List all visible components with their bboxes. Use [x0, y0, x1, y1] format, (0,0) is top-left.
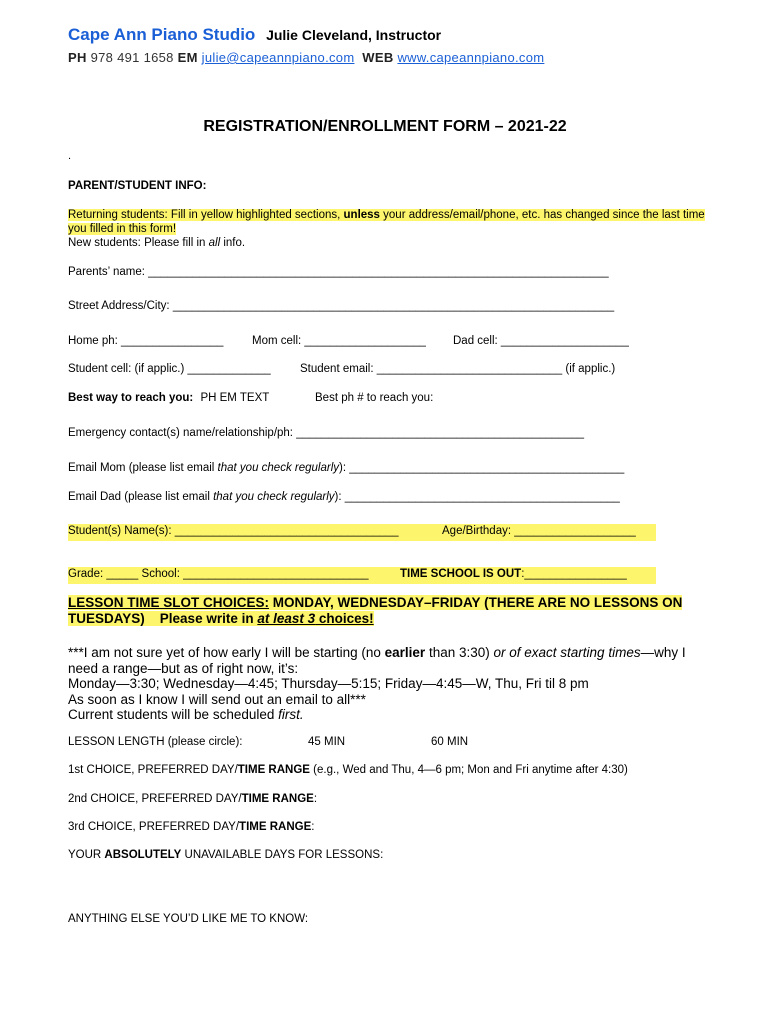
- street-address-field[interactable]: Street Address/City: _____________________________________________________________________: [68, 300, 615, 312]
- email-mom-text-1: Email Mom (please list email: [68, 462, 218, 474]
- email-mom-italic: that you check regularly: [217, 462, 339, 474]
- home-phone-field[interactable]: Home ph: ________________: [68, 335, 224, 347]
- all-emphasis: all: [208, 237, 221, 249]
- email-dad-italic: that you check regularly: [213, 491, 335, 503]
- second-choice-a: 2nd CHOICE, PREFERRED DAY/: [68, 793, 242, 805]
- email-label: EM: [177, 50, 198, 65]
- anything-else-field[interactable]: ANYTHING ELSE YOU’D LIKE ME TO KNOW:: [68, 913, 309, 925]
- first-choice-time-range: TIME RANGE: [237, 764, 310, 776]
- instructions: [68, 208, 708, 250]
- first-choice-field[interactable]: [68, 764, 628, 776]
- grade-school-row: [68, 567, 656, 584]
- time-school-out-field[interactable]: [400, 568, 627, 580]
- parents-name-field[interactable]: Parents’ name: ________________________________________________________________________: [68, 266, 609, 278]
- new-students-instructions: [68, 237, 245, 249]
- lesson-length-60[interactable]: 60 MIN: [431, 736, 469, 748]
- notes-earlier: earlier: [384, 645, 426, 660]
- age-birthday-field[interactable]: Age/Birthday: ___________________: [442, 525, 636, 537]
- best-phone-field[interactable]: Best ph # to reach you:: [315, 392, 434, 404]
- notes-line1-c: than 3:30): [425, 645, 494, 660]
- second-choice-time-range: TIME RANGE: [241, 793, 314, 805]
- grade-school-field[interactable]: Grade: _____ School: _____________________________: [68, 568, 369, 580]
- best-way-label: Best way to reach you:: [68, 392, 194, 404]
- first-choice-a: 1st CHOICE, PREFERRED DAY/: [68, 764, 238, 776]
- unless-emphasis: unless: [343, 209, 380, 221]
- web-link[interactable]: www.capeannpiano.com: [397, 50, 545, 65]
- third-choice-colon: :: [311, 821, 315, 833]
- lesson-length-label: LESSON LENGTH (please circle):: [68, 736, 243, 748]
- notes-schedule: Monday—3:30; Wednesday—4:45; Thursday—5:15; Friday—4:45—W, Thu, Fri til 8 pm: [68, 676, 589, 691]
- unavail-c: UNAVAILABLE DAYS FOR LESSONS:: [181, 849, 384, 861]
- phone-label: PH: [68, 50, 87, 65]
- notes-line1-a: ***I am not sure yet of how early I will be starting (no: [68, 645, 385, 660]
- unavailable-days-field[interactable]: [68, 849, 383, 861]
- second-choice-colon: :: [313, 793, 318, 805]
- lesson-length-45[interactable]: 45 MIN: [308, 736, 346, 748]
- dad-cell-field[interactable]: Dad cell: ____________________: [453, 335, 629, 347]
- best-way-row: [68, 392, 269, 404]
- notes-line1-e: —why I need a range—but as of right now, it’s:: [68, 645, 686, 676]
- returning-instructions: [68, 209, 705, 235]
- schedule-notes: [68, 645, 718, 723]
- time-school-out-blank: :________________: [521, 568, 627, 580]
- email-mom-text-2: ): ___________________________________________: [339, 462, 625, 474]
- email-dad-field[interactable]: [68, 491, 620, 503]
- studio-name: Cape Ann Piano Studio: [68, 25, 256, 44]
- returning-text-2: your address/email/phone, etc. has changed since the last time you filled in this form!: [68, 209, 705, 235]
- returning-text-1: Returning students: Fill in yellow highlighted sections,: [68, 209, 344, 221]
- mom-cell-field[interactable]: Mom cell: ___________________: [252, 335, 426, 347]
- form-title: REGISTRATION/ENROLLMENT FORM – 2021-22: [203, 118, 567, 135]
- contact-line: [68, 50, 544, 65]
- new-text-2: info.: [220, 237, 246, 249]
- instructor-name: Julie Cleveland, Instructor: [266, 27, 442, 43]
- lesson-slot-heading: [68, 595, 698, 627]
- lesson-days: MONDAY, WEDNESDAY–FRIDAY (THERE ARE NO LESSONS ON TUESDAYS): [68, 595, 683, 626]
- third-choice-field[interactable]: [68, 821, 314, 833]
- student-names-field[interactable]: Student(s) Name(s): ___________________________________: [68, 525, 399, 537]
- lesson-slot-highlight: [68, 595, 682, 626]
- second-choice-field[interactable]: [68, 793, 317, 805]
- best-way-options[interactable]: PH EM TEXT: [200, 392, 270, 404]
- studio-header: [68, 25, 441, 45]
- first-choice-example: (e.g., Wed and Thu, 4—6 pm; Mon and Fri anytime after 4:30): [309, 764, 628, 776]
- email-link[interactable]: julie@capeannpiano.com: [201, 50, 355, 65]
- student-email-field[interactable]: Student email: _____________________________ (if applic.): [300, 363, 616, 375]
- email-mom-field[interactable]: [68, 462, 624, 474]
- at-least-emphasis: at least 3: [257, 611, 316, 626]
- notes-email-all: As soon as I know I will send out an email to all***: [68, 691, 366, 707]
- unavail-a: YOUR: [68, 849, 105, 861]
- new-text-1: New students: Please fill in: [68, 237, 209, 249]
- student-names-row: [68, 524, 656, 541]
- emergency-contact-field[interactable]: Emergency contact(s) name/relationship/ph: _____________________________________________: [68, 427, 585, 439]
- time-school-out-label: TIME SCHOOL IS OUT: [400, 568, 522, 580]
- lesson-slot-label: LESSON TIME SLOT CHOICES:: [68, 595, 270, 610]
- lesson-please: Please write in: [144, 611, 258, 626]
- notes-exact-times: or of exact starting times: [493, 645, 641, 660]
- email-dad-text-2: ): ___________________________________________: [334, 491, 620, 503]
- student-cell-field[interactable]: Student cell: (if applic.) _____________: [68, 363, 271, 375]
- dot-mark: .: [68, 150, 72, 162]
- unavail-absolutely: ABSOLUTELY: [104, 849, 182, 861]
- lesson-choices: choices!: [315, 611, 374, 626]
- third-choice-time-range: TIME RANGE: [239, 821, 312, 833]
- email-dad-text-1: Email Dad (please list email: [68, 491, 214, 503]
- notes-current-a: Current students will be scheduled: [68, 707, 279, 722]
- section-heading-parent-student: PARENT/STUDENT INFO:: [68, 180, 207, 192]
- third-choice-a: 3rd CHOICE, PREFERRED DAY/: [68, 821, 240, 833]
- notes-first: first.: [278, 707, 304, 722]
- phone-number: 978 491 1658: [90, 50, 174, 65]
- web-label: WEB: [362, 50, 394, 65]
